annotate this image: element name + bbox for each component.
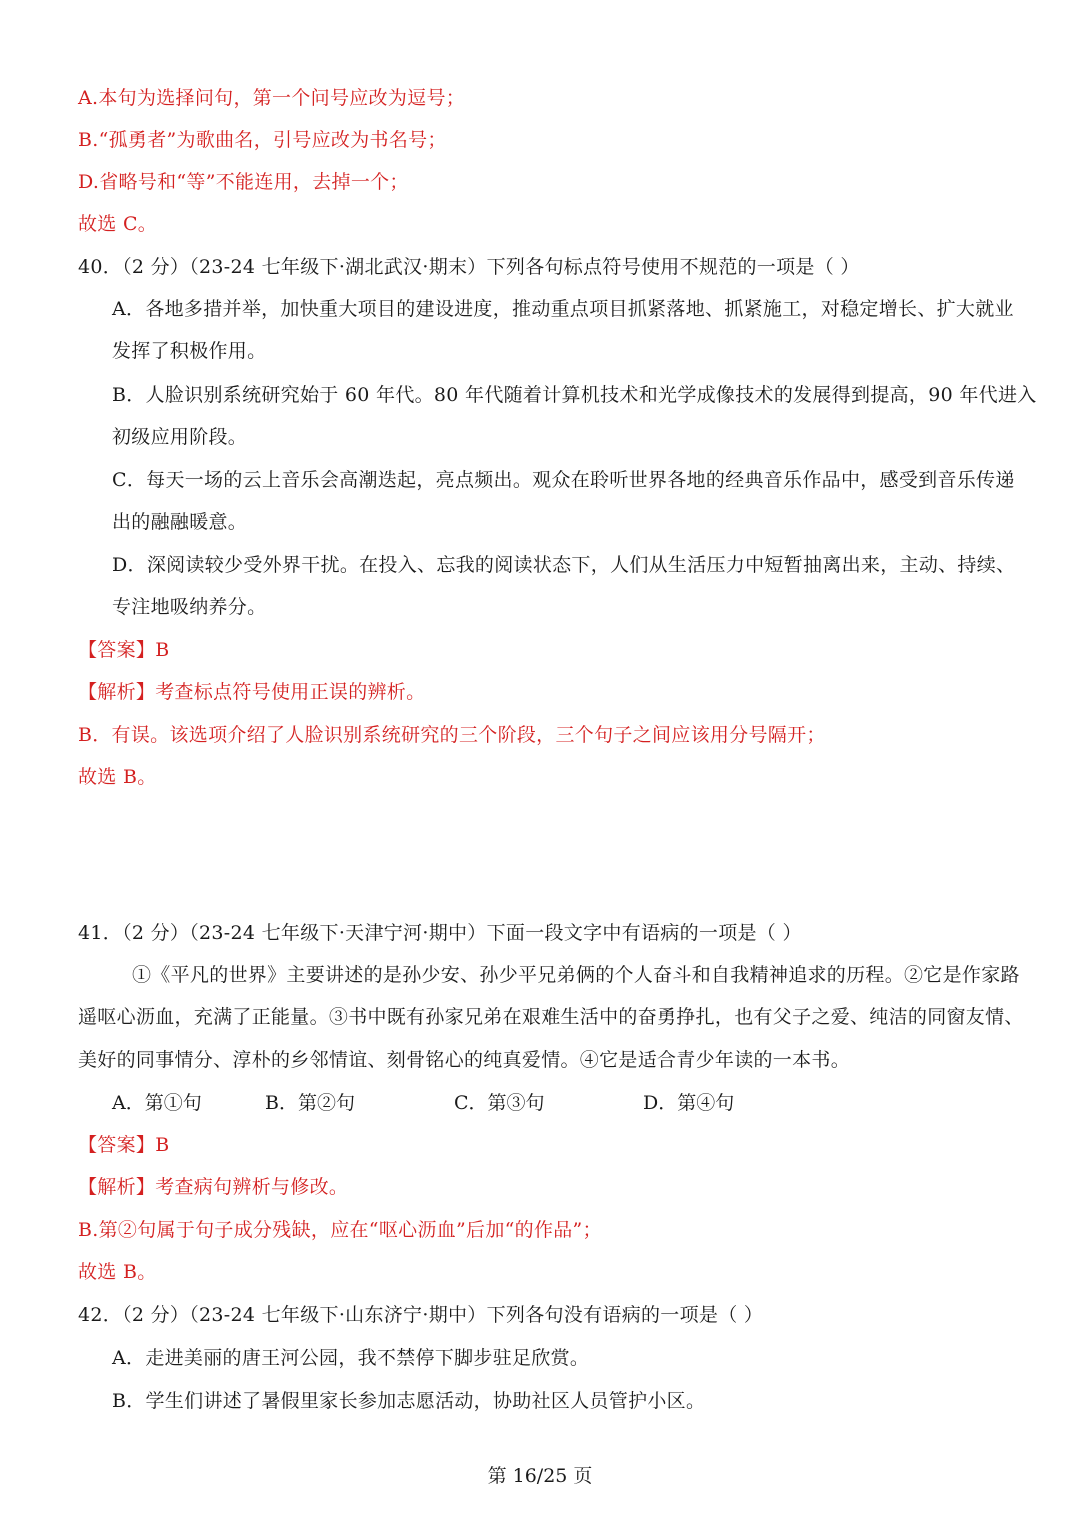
question-41-option-b: B．第②句 [265,1092,355,1114]
analysis-option-a: A.本句为选择问句，第一个问号应改为逗号； [78,87,466,109]
question-40-option-d-cont: 专注地吸纳养分。 [112,596,267,618]
analysis-conclusion: 故选 C。 [78,213,158,235]
question-41-answer: 【答案】B [78,1134,170,1156]
analysis-option-d: D.省略号和“等”不能连用，去掉一个； [78,171,409,193]
question-40-answer: 【答案】B [78,639,170,661]
question-41-passage-line-1: ①《平凡的世界》主要讲述的是孙少安、孙少平兄弟俩的个人奋斗和自我精神追求的历程。②它是作家路 [132,964,1020,986]
question-40-analysis: 【解析】考查标点符号使用正误的辨析。 [78,681,426,703]
question-42-option-a: A．走进美丽的唐王河公园，我不禁停下脚步驻足欣赏。 [112,1347,590,1369]
page-number: 第 16/25 页 [487,1465,593,1487]
question-40-option-b: B．人脸识别系统研究始于 60 年代。80 年代随着计算机技术和光学成像技术的发展得到提高，90 年代进入 [112,384,1037,406]
question-41-options [0,1091,1080,1115]
question-40-option-a-cont: 发挥了积极作用。 [112,340,267,362]
question-40-option-c: C．每天一场的云上音乐会高潮迭起，亮点频出。观众在聆听世界各地的经典音乐作品中，感受到音乐传递 [112,469,1015,491]
question-42-stem: 42．（2 分）（23-24 七年级下·山东济宁·期中）下列各句没有语病的一项是（ ） [78,1304,764,1326]
question-40-option-c-cont: 出的融融暖意。 [112,511,248,533]
question-41-analysis: 【解析】考查病句辨析与修改。 [78,1176,349,1198]
question-41-option-a: A．第①句 [112,1092,202,1114]
question-40-explanation: B．有误。该选项介绍了人脸识别系统研究的三个阶段，三个句子之间应该用分号隔开； [78,724,826,746]
question-41-conclusion: 故选 B。 [78,1261,157,1283]
question-40-stem: 40．（2 分）（23-24 七年级下·湖北武汉·期末）下列各句标点符号使用不规范的一项是（ ） [78,256,860,278]
question-40-option-a: A．各地多措并举，加快重大项目的建设进度，推动重点项目抓紧落地、抓紧施工，对稳定增长、扩大就业 [112,298,1014,320]
question-41-passage-line-3: 美好的同事情分、淳朴的乡邻情谊、刻骨铭心的纯真爱情。④它是适合青少年读的一本书。 [78,1049,851,1071]
question-40-conclusion: 故选 B。 [78,766,157,788]
question-40-option-b-cont: 初级应用阶段。 [112,426,248,448]
question-41-explanation: B.第②句属于句子成分残缺，应在“呕心沥血”后加“的作品”； [78,1219,602,1241]
question-41-passage-line-2: 遥呕心沥血，充满了正能量。③书中既有孙家兄弟在艰难生活中的奋勇挣扎，也有父子之爱、纯洁的同窗友情、 [78,1006,1024,1028]
analysis-option-b: B.“孤勇者”为歌曲名，引号应改为书名号； [78,129,447,151]
question-41-stem: 41．（2 分）（23-24 七年级下·天津宁河·期中）下面一段文字中有语病的一项是（ ） [78,922,802,944]
question-41-option-c: C．第③句 [454,1092,545,1114]
question-42-option-b: B．学生们讲述了暑假里家长参加志愿活动，协助社区人员管护小区。 [112,1390,706,1412]
question-41-option-d: D．第④句 [643,1092,735,1114]
question-40-option-d: D．深阅读较少受外界干扰。在投入、忘我的阅读状态下，人们从生活压力中短暂抽离出来，主动、持续、 [112,554,1016,576]
